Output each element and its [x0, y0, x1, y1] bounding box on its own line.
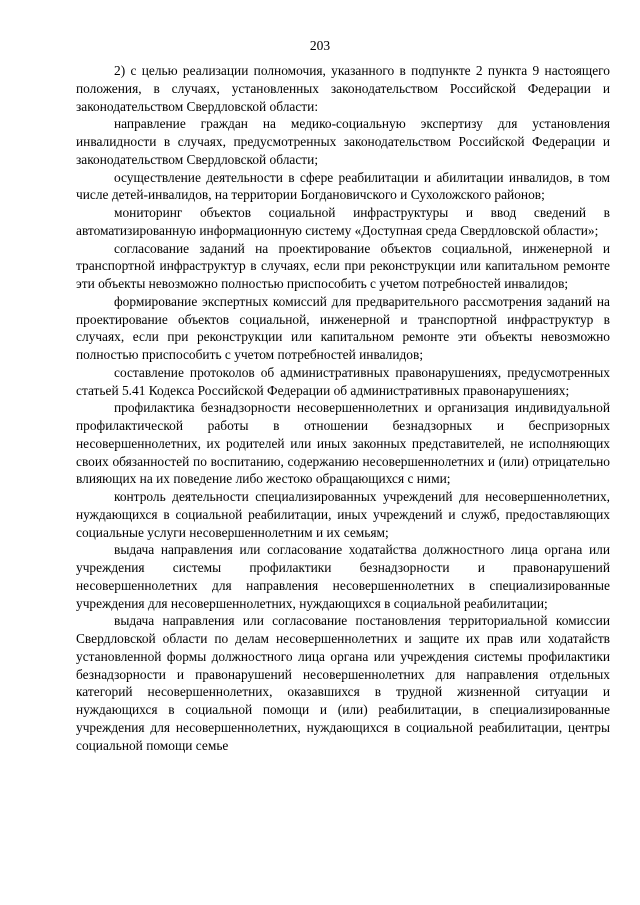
paragraph-11: выдача направления или согласование постановления территориальной комиссии Свердловской области по делам несовершеннолетних и защите их прав или ходатайств установленной формы должностного лица органа или учреждения системы профилактики безнадзорности и правонарушений несовершеннолетних для направления отдельных категорий несовершеннолетних, оказавшихся в трудной жизненной ситуации и нуждающихся в социальной помощи и (или) реабилитации, в специализированные учреждения для несовершеннолетних, нуждающихся в социальной реабилитации, центры социальной помощи семье: [76, 613, 610, 753]
paragraph-3: осуществление деятельности в сфере реабилитации и абилитации инвалидов, в том числе детей-инвалидов, на территории Богдановичского и Сухоложского районов;: [76, 169, 610, 203]
page-number: 203: [309, 38, 331, 53]
paragraph-10: выдача направления или согласование ходатайства должностного лица органа или учреждения системы профилактики безнадзорности и правонарушений несовершеннолетних для направления несовершеннолетних в специализированные учреждения для несовершеннолетних, нуждающихся в социальной реабилитации;: [76, 542, 610, 611]
paragraph-1: 2) с целью реализации полномочия, указанного в подпункте 2 пункта 9 настоящего положения, в случаях, установленных законодательством Российской Федерации и законодательством Свердловской области:: [76, 63, 610, 114]
paragraph-2: направление граждан на медико-социальную экспертизу для установления инвалидности в случаях, предусмотренных законодательством Российской Федерации и законодательством Свердловской области;: [76, 116, 610, 167]
paragraph-4: мониторинг объектов социальной инфраструктуры и ввод сведений в автоматизированную информационную систему «Доступная среда Свердловской области»;: [76, 205, 610, 238]
paragraph-6: формирование экспертных комиссий для предварительного рассмотрения заданий на проектирование объектов социальной, инженерной и транспортной инфраструктур в случаях, если при реконструкции или капитальном ремонте эти объекты невозможно полностью приспособить с учетом потребностей инвалидов;: [76, 293, 610, 362]
paragraph-5: согласование заданий на проектирование объектов социальной, инженерной и транспортной инфраструктур в случаях, если при реконструкции или капитальном ремонте эти объекты невозможно полностью приспособить с учетом потребностей инвалидов;: [76, 240, 610, 291]
paragraph-9: контроль деятельности специализированных учреждений для несовершеннолетних, нуждающихся в социальной реабилитации, иных учреждений и служб, предоставляющих социальные услуги несовершеннолетним и их семьям;: [76, 489, 610, 540]
document-body: [76, 62, 610, 754]
paragraph-7: составление протоколов об административных правонарушениях, предусмотренных статьей 5.41 Кодекса Российской Федерации об административных правонарушениях;: [76, 364, 610, 398]
paragraph-8: профилактика безнадзорности несовершеннолетних и организация индивидуальной профилактической работы в отношении безнадзорных и беспризорных несовершеннолетних, их родителей или иных законных представителей, не исполняющих своих обязанностей по воспитанию, содержанию несовершеннолетних и (или) отрицательно влияющих на их поведение либо жестоко обращающихся с ними;: [76, 400, 610, 487]
